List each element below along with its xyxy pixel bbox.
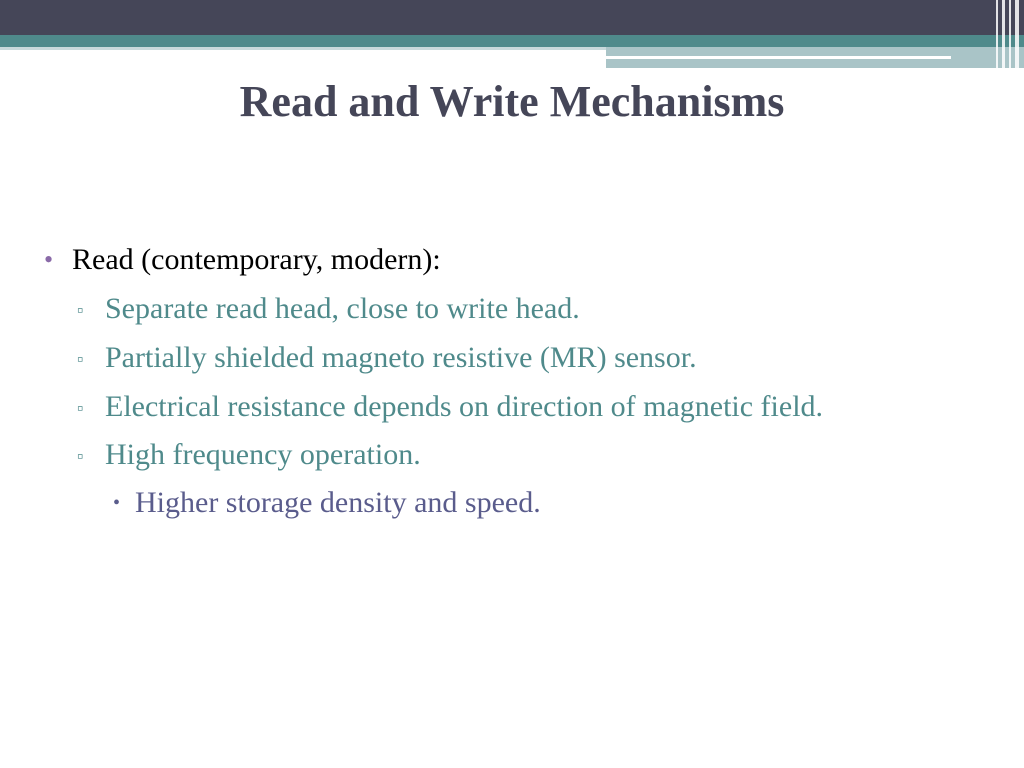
bullet-dot-icon: •	[44, 245, 54, 274]
sub-bullet-item	[77, 285, 580, 333]
header-band-white-line	[606, 56, 951, 59]
header-band-thin-line	[0, 47, 606, 50]
slide-title: Read and Write Mechanisms	[239, 77, 785, 126]
sub-bullet-item	[77, 383, 823, 431]
bullet-text: Read (contemporary, modern):	[72, 243, 441, 276]
sub-bullet-text: Separate read head, close to write head.	[105, 292, 580, 325]
square-bullet-icon: ▫	[77, 398, 84, 418]
header-band-teal	[0, 35, 1024, 47]
sub-bullet-text: Partially shielded magneto resistive (MR) sensor.	[105, 341, 697, 374]
square-bullet-icon: ▫	[77, 349, 84, 369]
sub-sub-bullet-text: Higher storage density and speed.	[135, 486, 541, 519]
small-dot-bullet-icon: •	[113, 492, 121, 514]
sub-bullet-item	[77, 431, 421, 479]
header-vertical-stripes	[994, 0, 1024, 70]
sub-sub-bullet-item	[113, 479, 541, 527]
bullet-item	[44, 236, 441, 284]
header-band-dark	[0, 0, 1024, 35]
sub-bullet-text: High frequency operation.	[105, 438, 421, 471]
sub-bullet-item	[77, 334, 697, 382]
square-bullet-icon: ▫	[77, 300, 84, 320]
square-bullet-icon: ▫	[77, 446, 84, 466]
sub-bullet-text: Electrical resistance depends on direction of magnetic field.	[105, 390, 824, 423]
